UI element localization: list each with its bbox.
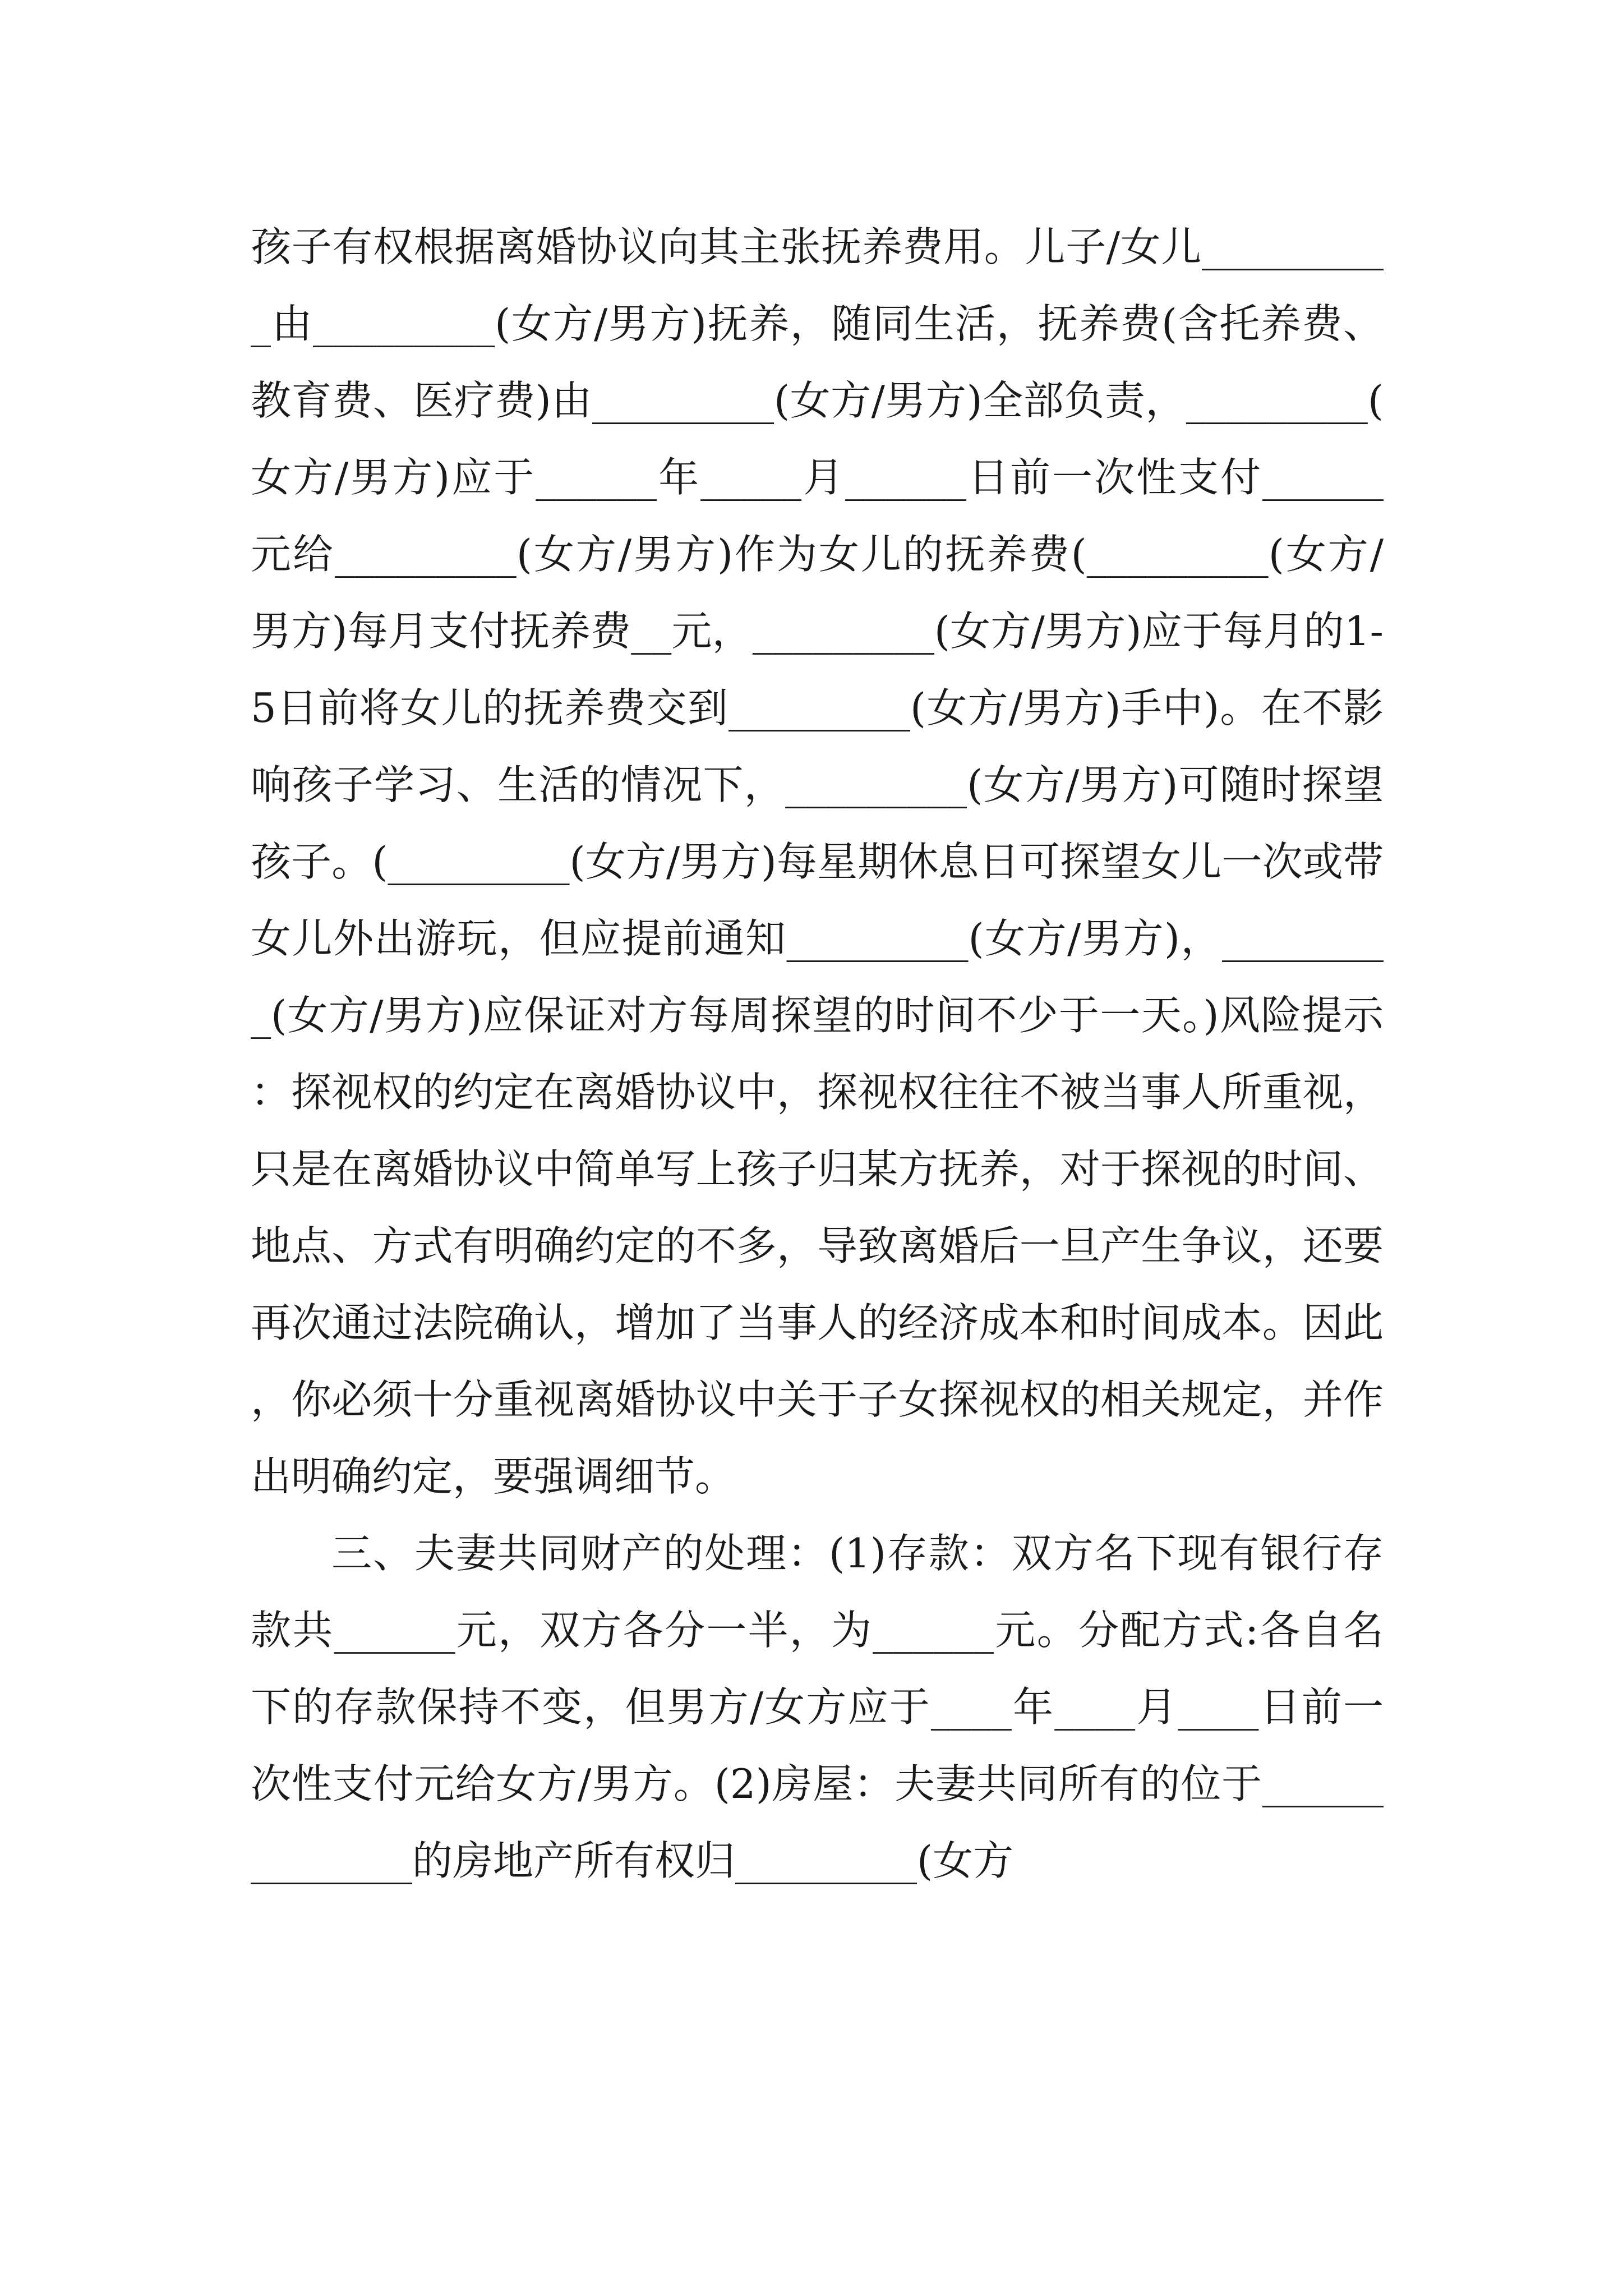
- paragraph-joint-property: 三、夫妻共同财产的处理：(1)存款：双方名下现有银行存款共______元，双方各分一半，为______元。分配方式:各自名下的存款保持不变，但男方/女方应于____年____月____日前一次性支付元给女方/男方。(2)房屋：夫妻共同所有的位于______________的房地产所有权归_________(女方: [251, 1530, 1384, 1884]
- paragraph-custody-visitation: 孩子有权根据离婚协议向其主张抚养费用。儿子/女儿__________由_________(女方/男方)抚养，随同生活，抚养费(含托养费、教育费、医疗费)由_________(女方/男方)全部负责，_________(女方/男方)应于______年_____月______日前一次性支付______元给_________(女方/男方)作为女儿的抚养费(_________(女方/男方)每月支付抚养费__元，_________(女方/男方)应于每月的1-5日前将女儿的抚养费交到_________(女方/男方)手中)。在不影响孩子学习、生活的情况下，_________(女方/男方)可随时探望孩子。(_________(女方/男方)每星期休息日可探望女儿一次或带女儿外出游玩，但应提前通知_________(女方/男方)，_________(女方/男方)应保证对方每周探望的时间不少于一天。)风险提示：探视权的约定在离婚协议中，探视权往往不被当事人所重视，只是在离婚协议中简单写上孩子归某方抚养，对于探视的时间、地点、方式有明确约定的不多，导致离婚后一旦产生争议，还要再次通过法院确认，增加了当事人的经济成本和时间成本。因此，你必须十分重视离婚协议中关于子女探视权的相关规定，并作出明确约定，要强调细节。: [251, 223, 1384, 1500]
- document-body: [251, 209, 1384, 1899]
